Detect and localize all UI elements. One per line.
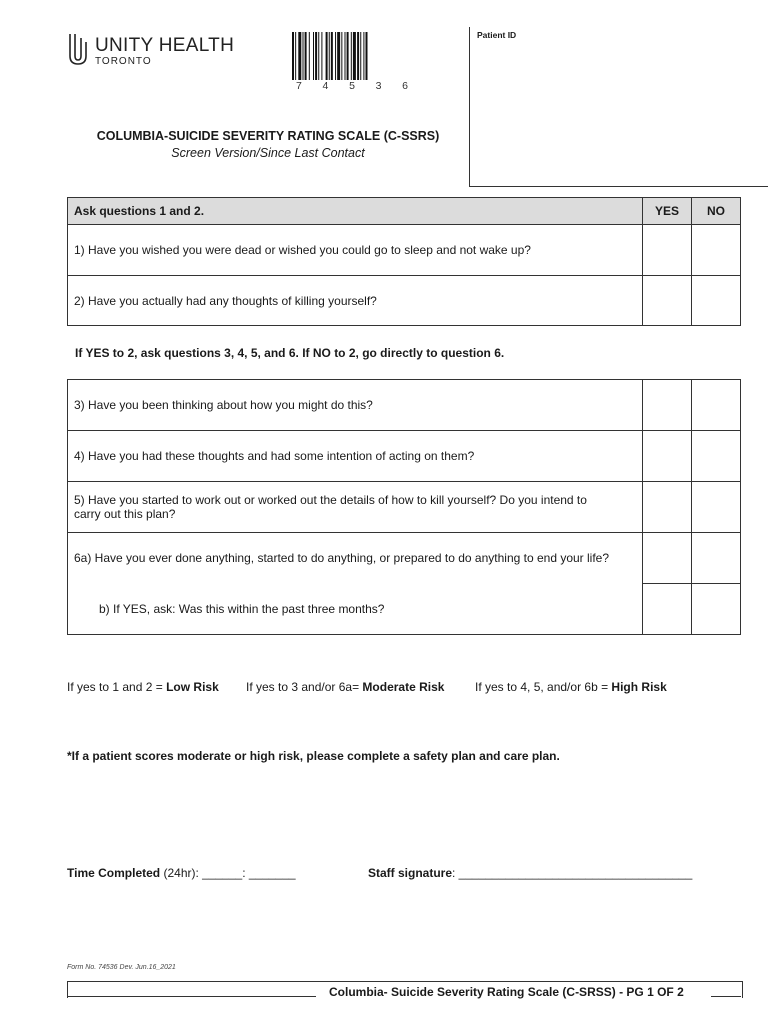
q1-yes-box[interactable] [643,225,692,276]
question-5: 5) Have you started to work out or worked out the details of how to kill yourself? Do you intend to carry out this plan? [68,482,643,533]
q4-no-box[interactable] [692,431,741,482]
barcode-digit: 3 [375,80,382,92]
barcode-digit: 4 [322,80,329,92]
patient-id-label: Patient ID [477,30,517,40]
no-column-header: NO [692,198,741,225]
barcode-digit: 7 [296,80,302,92]
questions-table-2 [67,379,741,635]
logo-name: UNITY HEALTH [95,35,235,56]
question-1: 1) Have you wished you were dead or wished you could go to sleep and not wake up? [68,225,643,276]
high-risk-label: High Risk [611,680,667,694]
high-risk-prefix: If yes to 4, 5, and/or 6b = [475,680,612,694]
time-completed-field[interactable] [67,866,296,880]
barcode-digit: 6 [402,80,408,92]
question-6b: b) If YES, ask: Was this within the past three months? [68,584,643,635]
q2-yes-box[interactable] [643,276,692,326]
q2-no-box[interactable] [692,276,741,326]
logo-subtitle: TORONTO [95,56,152,67]
q4-yes-box[interactable] [643,431,692,482]
low-risk-prefix: If yes to 1 and 2 = [67,680,167,694]
q6b-no-box[interactable] [692,584,741,635]
question-6a: 6a) Have you ever done anything, started to do anything, or prepared to do anything to end your life? [68,533,643,584]
moderate-risk-label: Moderate Risk [362,680,445,694]
q3-no-box[interactable] [692,380,741,431]
q6a-yes-box[interactable] [643,533,692,584]
q6b-yes-box[interactable] [643,584,692,635]
staff-signature-label: Staff signature [368,866,453,880]
form-number: Form No. 74536 Dev. Jun.16_2021 [67,964,176,971]
branching-instruction: If YES to 2, ask questions 3, 4, 5, and 6. If NO to 2, go directly to question 6. [75,346,505,360]
q6a-no-box[interactable] [692,533,741,584]
staff-signature-blank[interactable]: : ___________________________________ [452,866,693,880]
q1-no-box[interactable] [692,225,741,276]
barcode-digit: 5 [349,80,355,92]
time-completed-label: Time Completed [67,866,161,880]
unity-health-logo-icon [67,32,89,66]
question-2: 2) Have you actually had any thoughts of killing yourself? [68,276,643,326]
low-risk-label: Low Risk [166,680,219,694]
footer-rule-right [711,996,741,997]
form-subtitle: Screen Version/Since Last Contact [171,146,365,160]
low-risk-legend [67,680,219,694]
moderate-risk-prefix: If yes to 3 and/or 6a= [246,680,363,694]
questions-table-1 [67,197,741,326]
q5-no-box[interactable] [692,482,741,533]
safety-plan-note: *If a patient scores moderate or high risk, please complete a safety plan and care plan. [67,749,560,763]
footer-page-title: Columbia- Suicide Severity Rating Scale (C-SRSS) - PG 1 OF 2 [329,985,684,999]
q3-yes-box[interactable] [643,380,692,431]
high-risk-legend [475,680,667,694]
form-title: COLUMBIA-SUICIDE SEVERITY RATING SCALE (C-SSRS) [96,129,440,143]
yes-column-header: YES [643,198,692,225]
footer-rule-left [67,996,316,997]
q5-yes-box[interactable] [643,482,692,533]
staff-signature-field[interactable] [368,866,692,880]
moderate-risk-legend [246,680,444,694]
question-3: 3) Have you been thinking about how you might do this? [68,380,643,431]
time-completed-blank[interactable]: (24hr): ______: _______ [160,866,296,880]
patient-id-box[interactable] [469,27,768,187]
question-4: 4) Have you had these thoughts and had some intention of acting on them? [68,431,643,482]
barcode-number [296,80,408,92]
table-header: Ask questions 1 and 2. [68,198,643,225]
barcode-icon [292,32,410,80]
